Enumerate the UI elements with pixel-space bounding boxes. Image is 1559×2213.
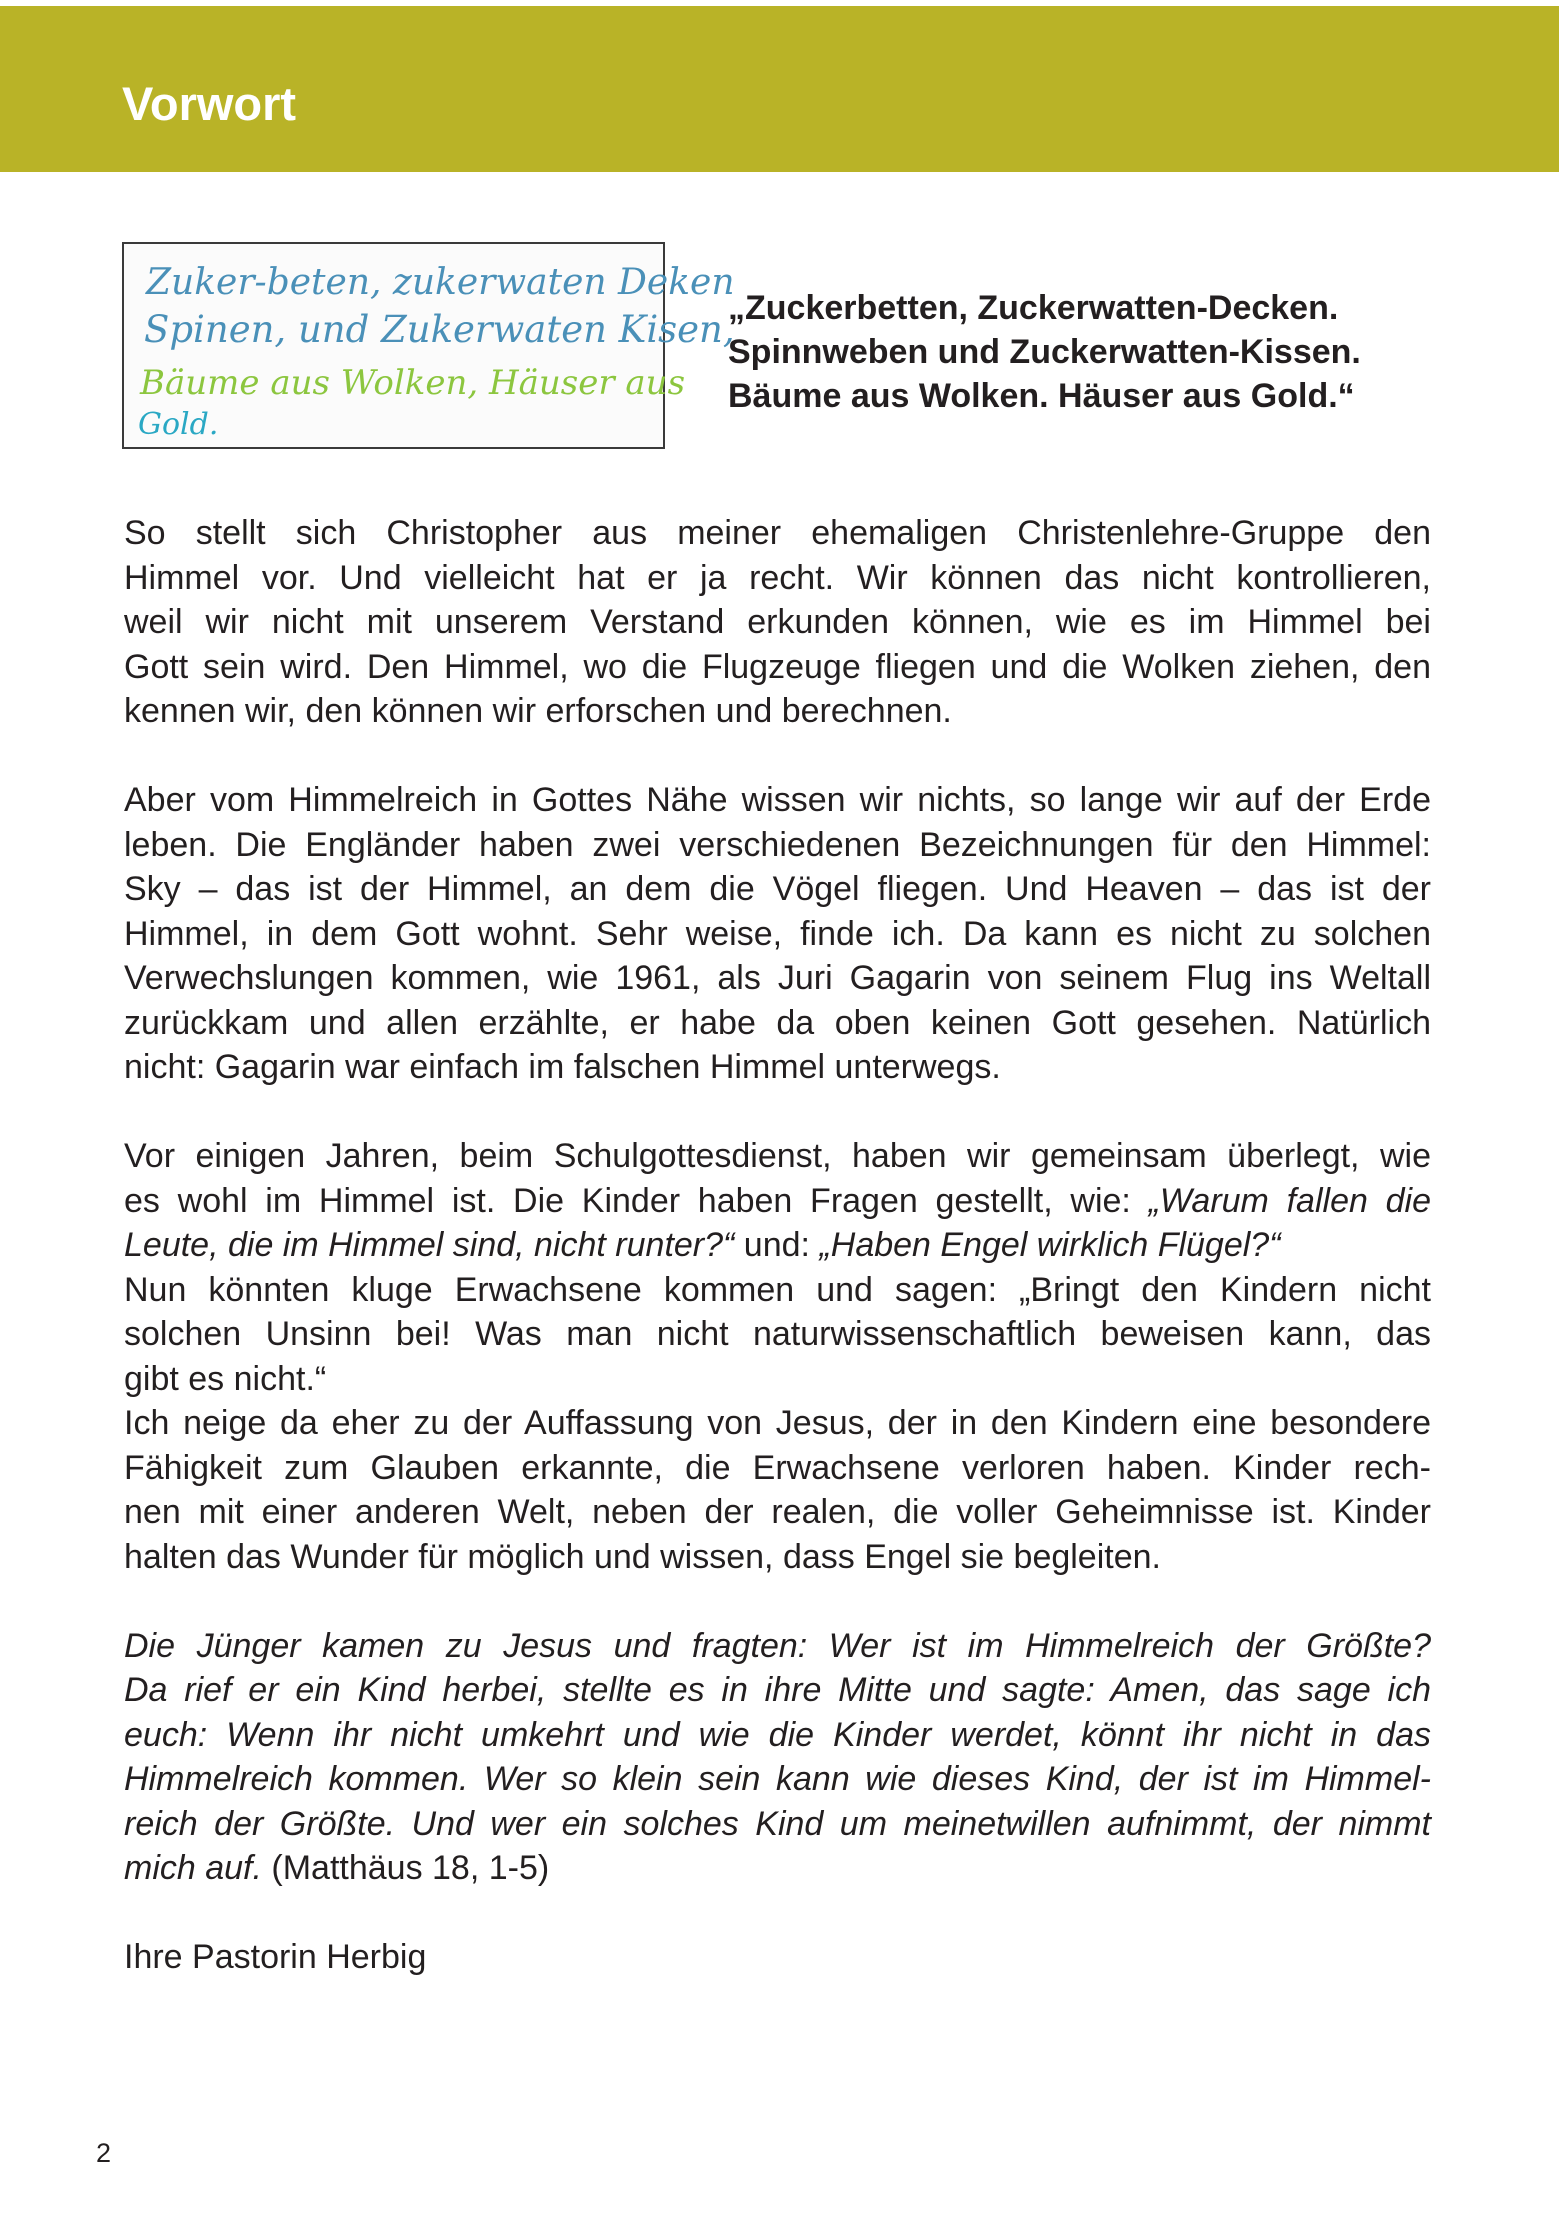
quote-line: „Zuckerbetten, Zuckerwatten-Decken. [728, 289, 1339, 327]
text-line: halten das Wunder für möglich und wissen, dass Engel sie begleiten. [124, 1537, 1161, 1576]
text-line: Verwechslungen kommen, wie 1961, als Juri Gagarin von seinem Flug ins Weltall [124, 959, 1431, 997]
text-line: nen mit einer anderen Welt, neben der realen, die voller Geheimnisse ist. Kinder [124, 1493, 1431, 1531]
text-line: nicht: Gagarin war einfach im falschen Himmel unterwegs. [124, 1048, 1001, 1086]
text-line: zurückkam und allen erzählte, er habe da oben keinen Gott gesehen. Natürlich [124, 1003, 1431, 1042]
text-line: Die Jünger kamen zu Jesus und fragten: Wer ist im Himmelreich der Größte? [124, 1626, 1431, 1665]
text-line: Da rief er ein Kind herbei, stellte es in ihre Mitte und sagte: Amen, das sage ich [124, 1671, 1431, 1709]
handwriting-svg [124, 244, 735, 447]
page-title: Vorwort [122, 77, 297, 130]
bible-quote [124, 1624, 1431, 1891]
text-line: So stellt sich Christopher aus meiner ehemaligen Christenlehre-Gruppe den [124, 514, 1431, 552]
text-line [124, 1179, 1431, 1224]
text-segment: es wohl im Himmel ist. Die Kinder haben Fragen gestellt, wie: [124, 1181, 1149, 1220]
handwriting-line-3: Bäume aus Wolken, Häuser aus [140, 363, 686, 403]
text-line: Ich neige da eher zu der Auffassung von Jesus, der in den Kindern eine besondere [124, 1404, 1431, 1442]
handwriting-line-4: Gold. [138, 407, 219, 442]
text-line: Fähigkeit zum Glauben erkannte, die Erwachsene verloren haben. Kinder rech- [124, 1448, 1431, 1487]
text-line: Sky – das ist der Himmel, an dem die Vögel fliegen. Und Heaven – das ist der [124, 870, 1431, 908]
body-text [124, 511, 1431, 2024]
question-quote-1-end: Leute, die im Himmel sind, nicht runter?“ [124, 1226, 735, 1264]
text-line: gibt es nicht.“ [124, 1359, 327, 1398]
text-line: solchen Unsinn bei! Was man nicht naturwissenschaftlich beweisen kann, das [124, 1315, 1431, 1353]
text-line: leben. Die Engländer haben zwei verschiedenen Bezeichnungen für den Himmel: [124, 825, 1431, 864]
paragraph-1 [124, 511, 1431, 734]
text-line [124, 1846, 1431, 1891]
text-line: Himmelreich kommen. Wer so klein sein kann wie dieses Kind, der ist im Himmel- [124, 1760, 1431, 1798]
text-segment: und: [734, 1226, 820, 1264]
text-line: kennen wir, den können wir erforschen und berechnen. [124, 692, 952, 730]
signature [124, 1935, 1431, 1980]
text-line: Gott sein wird. Den Himmel, wo die Flugzeuge fliegen und die Wolken ziehen, den [124, 647, 1431, 686]
paragraph-2 [124, 778, 1431, 1090]
bible-citation: (Matthäus 18, 1-5) [261, 1849, 550, 1887]
quote-line: Spinnweben und Zuckerwatten-Kissen. [728, 333, 1361, 371]
text-line: Himmel vor. Und vielleicht hat er ja recht. Wir können das nicht kontrollieren, [124, 558, 1431, 597]
text-line [124, 1223, 1431, 1268]
handwriting-line-1: Zuker-beten, zukerwaten Deken [146, 262, 735, 303]
text-line: euch: Wenn ihr nicht umkehrt und wie die Kinder werdet, könnt ihr nicht in das [124, 1715, 1431, 1754]
text-line: weil wir nicht mit unserem Verstand erkunden können, wie es im Himmel bei [124, 603, 1431, 641]
signature-text: Ihre Pastorin Herbig [124, 1938, 427, 1976]
handwriting-image [122, 242, 735, 449]
page-number: 2 [96, 2138, 112, 2168]
handwriting-line-2: Spinen, und Zukerwaten Kisen, [144, 308, 735, 351]
quote-line: Bäume aus Wolken. Häuser aus Gold.“ [728, 377, 1355, 415]
text-line: Vor einigen Jahren, beim Schulgottesdienst, haben wir gemeinsam überlegt, wie [124, 1137, 1431, 1175]
paragraph-3 [124, 1134, 1431, 1579]
text-line: Nun könnten kluge Erwachsene kommen und sagen: „Bringt den Kindern nicht [124, 1270, 1431, 1309]
text-line: reich der Größte. Und wer ein solches Kind um meinetwillen aufnimmt, der nimmt [124, 1804, 1431, 1843]
text-line: Himmel, in dem Gott wohnt. Sehr weise, finde ich. Da kann es nicht zu solchen [124, 914, 1431, 953]
pull-quote [728, 286, 1448, 418]
text-segment: mich auf. [124, 1849, 262, 1887]
question-quote-1: „Warum fallen die [1148, 1181, 1431, 1220]
question-quote-2: „Haben Engel wirklich Flügel?“ [819, 1226, 1281, 1264]
text-line: Aber vom Himmelreich in Gottes Nähe wissen wir nichts, so lange wir auf der Erde [124, 781, 1431, 819]
